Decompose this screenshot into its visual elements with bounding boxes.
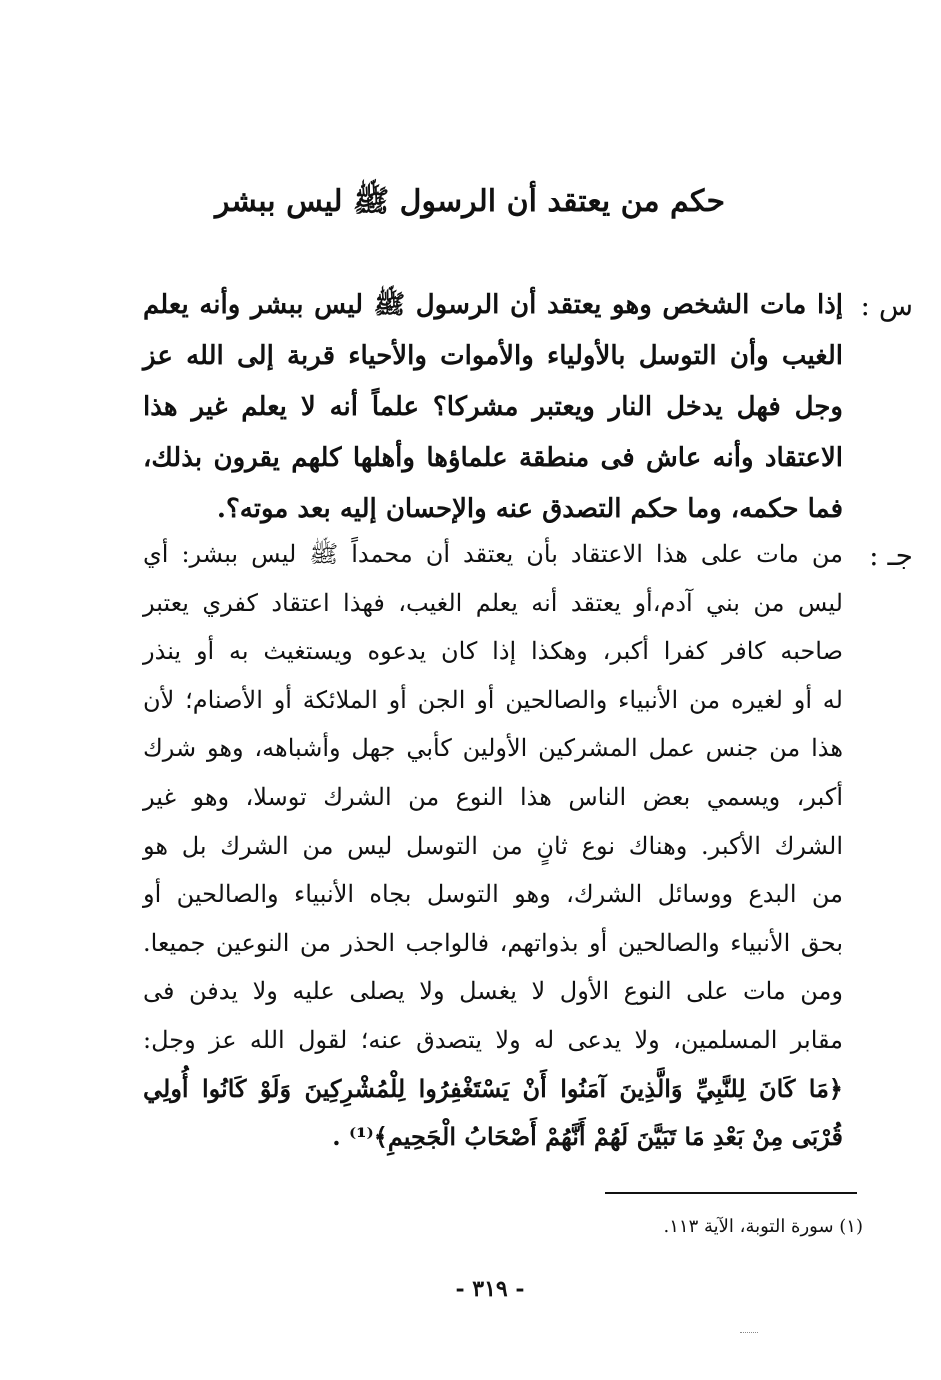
page-number: - ٣١٩ -: [455, 1276, 525, 1302]
page-title: حكم من يعتقد أن الرسول ﷺ ليس ببشر: [214, 184, 726, 219]
answer-line: من مات على هذا الاعتقاد بأن يعتقد أن محمداً ﷺ ليس ببشر: أي: [143, 540, 843, 568]
answer-text: [143, 530, 843, 1162]
answer-line: بحق الأنبياء والصالحين أو بذواتهم، فالواجب الحذر من النوعين جميعا.: [143, 928, 843, 957]
question-line: الاعتقاد وأنه عاش فى منطقة علماؤها وأهلها كلهم يقرون بذلك،: [143, 443, 843, 473]
answer-line: مقابر المسلمين، ولا يدعى له ولا يتصدق عنه؛ لقول الله عز وجل:: [143, 1025, 844, 1054]
answer-line: هذا من جنس عمل المشركين الأولين كأبي جهل وأشباهه، وهو شرك: [143, 734, 843, 763]
question-text: [143, 280, 843, 535]
answer-line: له أو لغيره من الأنبياء والصالحين أو الجن أو الملائكة أو الأصنام؛ لأن: [143, 685, 843, 714]
answer-line: أكبر، ويسمي بعض الناس هذا النوع من الشرك توسلا، وهو غير: [143, 782, 843, 811]
answer-line: من البدع ووسائل الشرك، وهو التوسل بجاه الأنبياء والصالحين أو: [143, 880, 843, 909]
quran-verse-line: ﴿مَا كَانَ لِلنَّبِيِّ وَالَّذِينَ آمَنُوا أَنْ يَسْتَغْفِرُوا لِلْمُشْرِكِينَ وَلَوْ كَانُوا أُولِي: [143, 1073, 843, 1103]
question-line: الغيب وأن التوسل بالأولياء والأموات والأحياء قربة إلى الله عز: [143, 341, 843, 371]
footnote: (١) سورة التوبة، الآية ١١٣.: [663, 1216, 863, 1237]
scan-mark: [740, 1332, 758, 1335]
quran-verse-line: قُرْبَى مِنْ بَعْدِ مَا تَبَيَّنَ لَهُمْ أَنَّهُمْ أَصْحَابُ الْجَحِيمِ﴾⁽¹⁾ .: [332, 1122, 843, 1152]
answer-line: ليس من بني آدم،أو يعتقد أنه يعلم الغيب، فهذا اعتقاد كفري يعتبر: [143, 588, 843, 617]
question-marker: س :: [860, 289, 913, 322]
question-block: [111, 280, 913, 535]
footnote-divider: [605, 1192, 857, 1194]
answer-block: [111, 530, 913, 1162]
question-line: وجل فهل يدخل النار ويعتبر مشركا؟ علماً أنه لا يعلم غير هذا: [143, 392, 843, 422]
question-line: إذا مات الشخص وهو يعتقد أن الرسول ﷺ ليس ببشر وأنه يعلم: [143, 290, 843, 320]
question-line: فما حكمه، وما حكم التصدق عنه والإحسان إليه بعد موته؟.: [216, 494, 843, 524]
answer-line: ومن مات على النوع الأول لا يغسل ولا يصلى عليه ولا يدفن فى: [143, 977, 843, 1006]
answer-line: الشرك الأكبر. وهناك نوع ثانٍ من التوسل ليس من الشرك بل هو: [143, 831, 843, 860]
answer-line: صاحبه كافر كفرا أكبر، وهكذا إذا كان يدعوه ويستغيث به أو ينذر: [143, 637, 843, 666]
answer-marker: جـ :: [869, 539, 913, 572]
